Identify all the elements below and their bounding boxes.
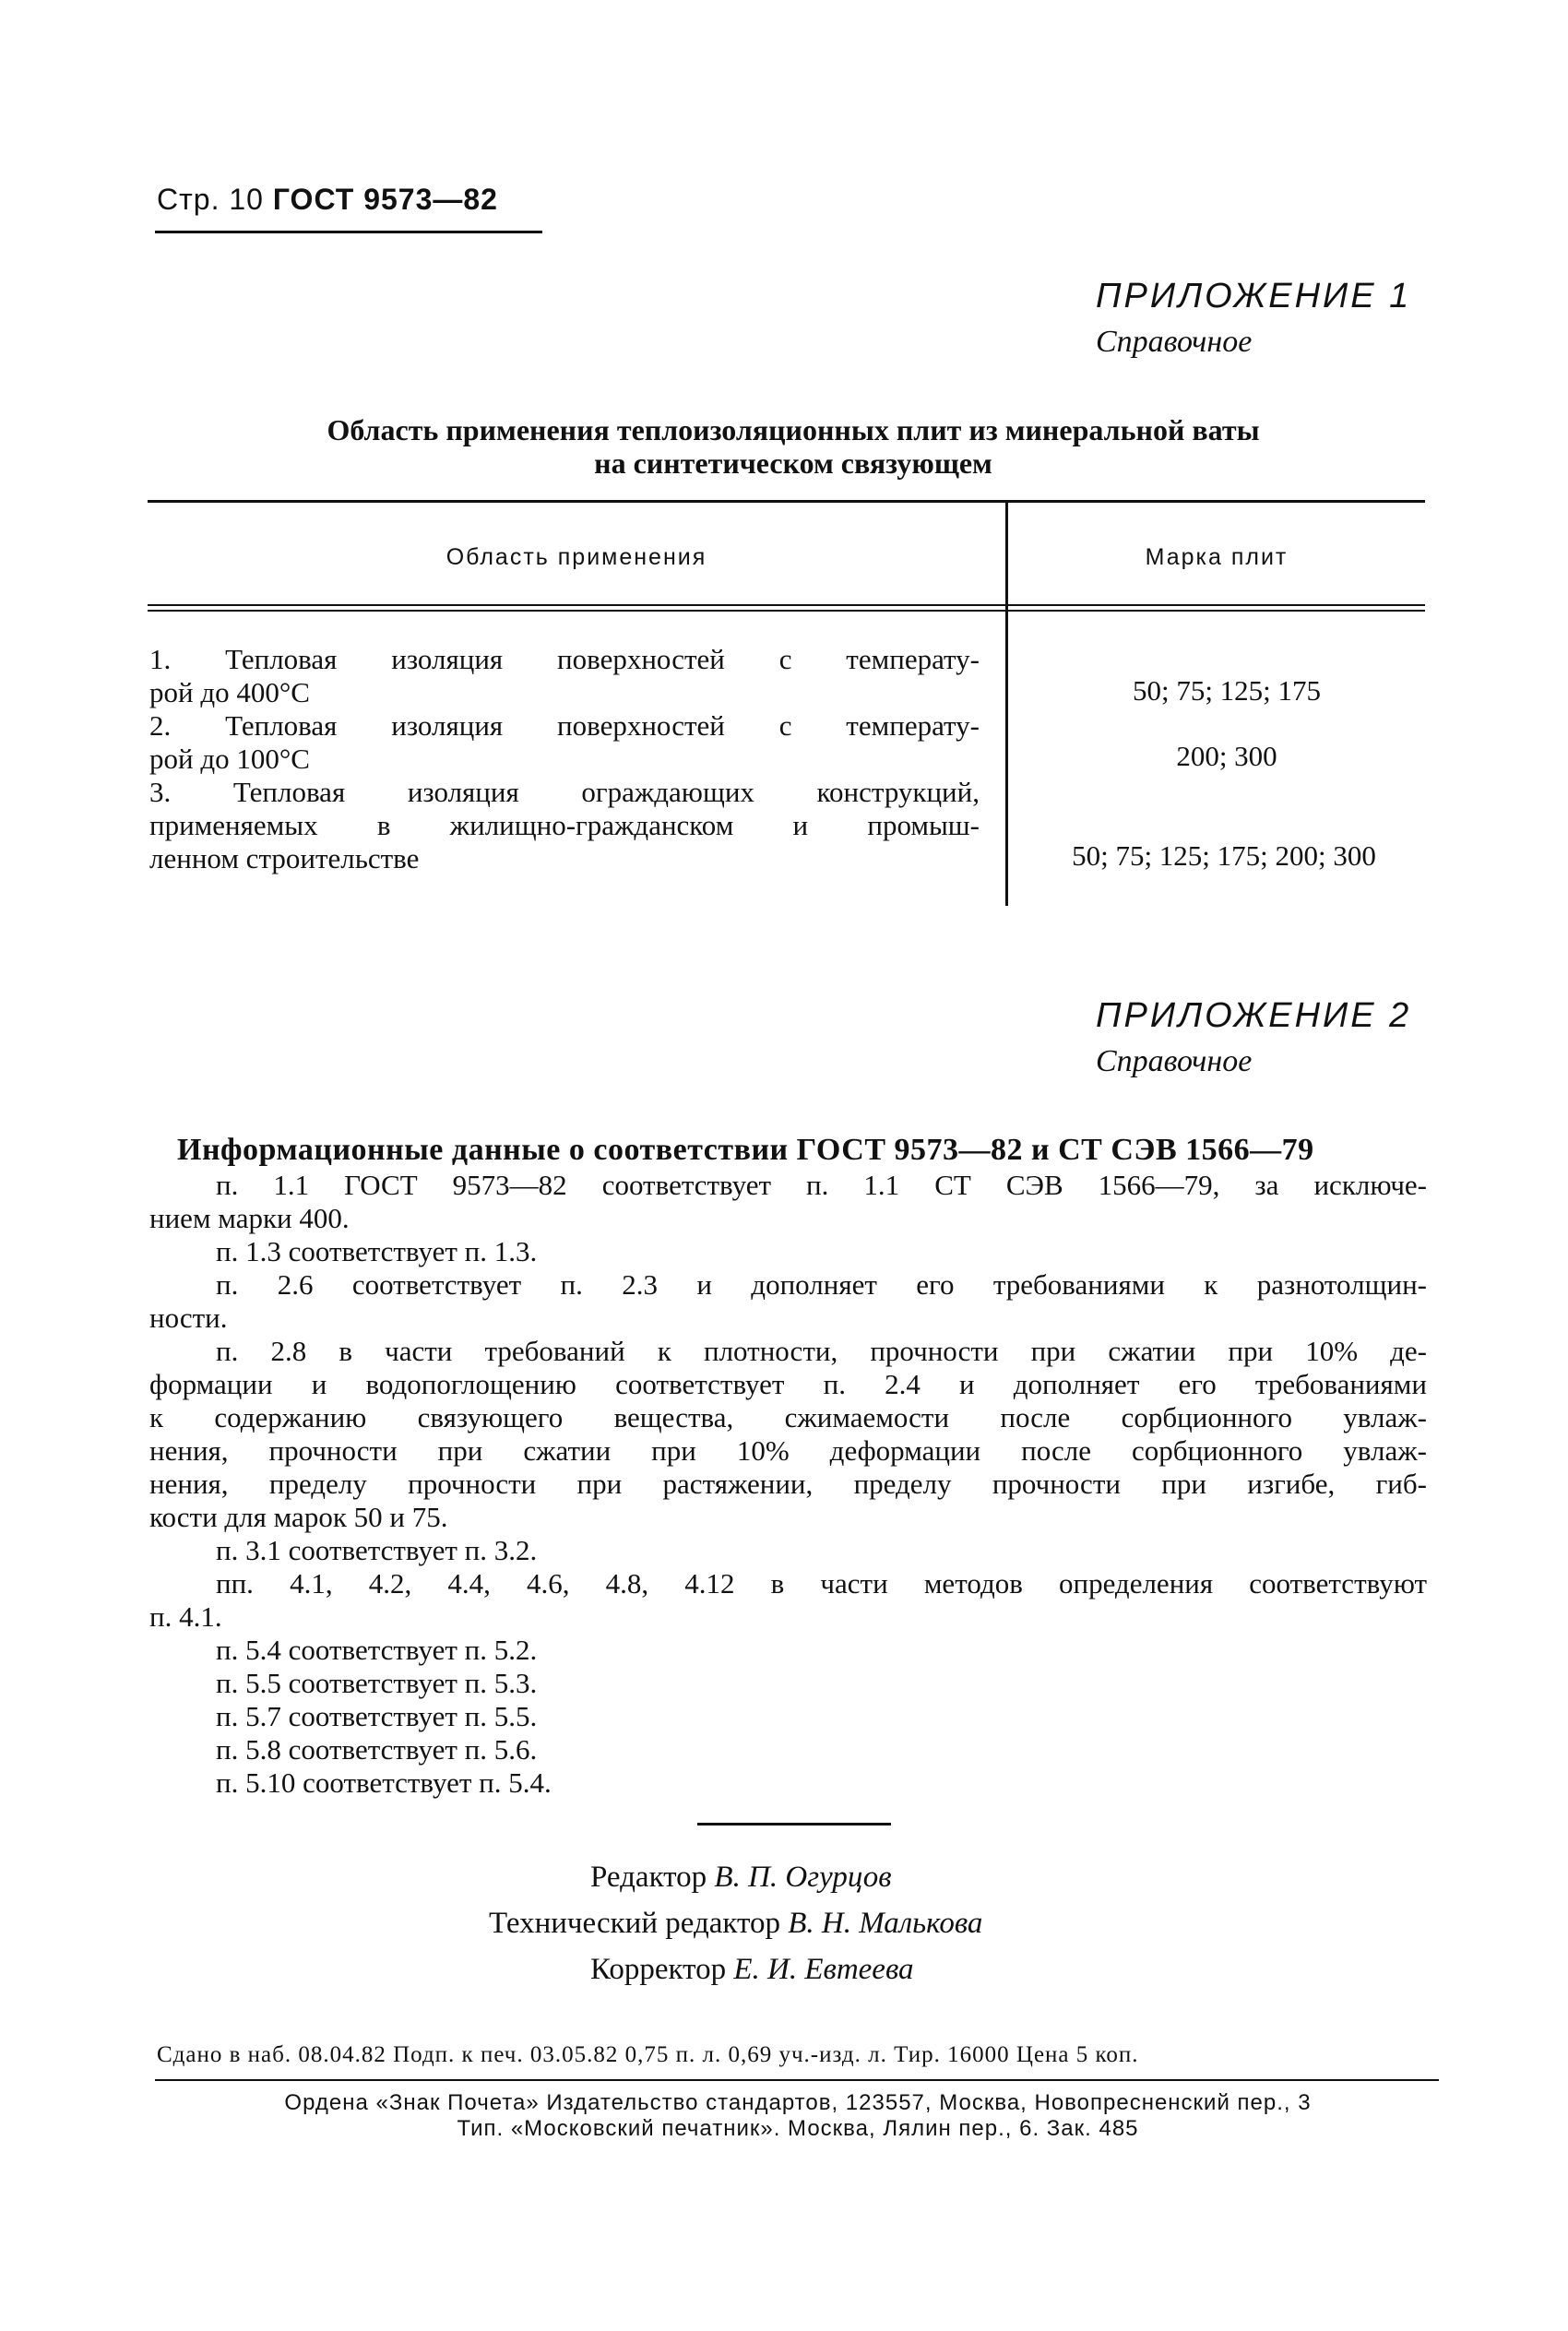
- credit-proofreader: [590, 1946, 914, 1992]
- imprint-publisher: [157, 2090, 1439, 2142]
- table-row-line: применяемых в жилищно-гражданском и промыш-: [149, 809, 980, 841]
- text-line: п. 2.6 соответствует п. 2.3 и дополняет его требованиями к разнотолщин-: [216, 1268, 1427, 1301]
- text-line: п. 5.4 соответствует п. 5.2.: [216, 1634, 538, 1666]
- appendix-2-subtitle: Справочное: [1096, 1044, 1253, 1078]
- text-line: кости для марок 50 и 75.: [149, 1501, 448, 1533]
- table-row-2-grades: 200; 300: [1176, 740, 1277, 772]
- table-row-line: 3. Тепловая изоляция ограждающих конструкций,: [149, 776, 980, 808]
- credit-tech-editor: [489, 1900, 982, 1946]
- table-row-1-application: [149, 643, 980, 709]
- table-header-rule-double: [148, 610, 1425, 612]
- table-row-2-application: [149, 709, 980, 776]
- text-line: нием марки 400.: [149, 1202, 350, 1234]
- text-line: к содержанию связующего вещества, сжимаемости после сорбционного увлаж-: [149, 1401, 1427, 1433]
- appendix-1-subtitle: Справочное: [1096, 325, 1253, 359]
- text-line: формации и водопоглощению соответствует п. 2.4 и дополняет его требованиями: [149, 1368, 1427, 1400]
- tech-editor-role: Технический редактор: [489, 1907, 780, 1940]
- page-header: [157, 183, 498, 217]
- text-line: нения, пределу прочности при растяжении, пределу прочности при изгибе, гиб-: [149, 1468, 1427, 1500]
- table-header-grade: Марка плит: [1145, 544, 1289, 570]
- editor-name: В. П. Огурцов: [714, 1861, 892, 1894]
- table-row-line: 1. Тепловая изоляция поверхностей с температу-: [149, 643, 980, 675]
- header-rule: [155, 231, 542, 233]
- table-title-line1: Область применения теплоизоляционных плит из минеральной ваты: [327, 413, 1260, 446]
- table-row-line: рой до 100°С: [149, 743, 310, 775]
- appendix-2-title: ПРИЛОЖЕНИЕ 2: [1096, 996, 1412, 1035]
- table-title-line2: на синтетическом связующем: [594, 446, 992, 480]
- table-title: [148, 413, 1439, 480]
- section-divider: [697, 1823, 891, 1826]
- table-row-line: рой до 400°С: [149, 676, 310, 708]
- table-row-1-grades: 50; 75; 125; 175: [1132, 674, 1322, 707]
- printer-line: Тип. «Московский печатник». Москва, Лялин пер., 6. Зак. 485: [457, 2116, 1139, 2141]
- text-line: п. 2.8 в части требований к плотности, прочности при сжатии при 10% де-: [216, 1335, 1427, 1367]
- text-line: нения, прочности при сжатии при 10% деформации после сорбционного увлаж-: [149, 1434, 1427, 1467]
- standard-number: ГОСТ 9573—82: [272, 183, 498, 216]
- credit-editor: [590, 1854, 892, 1900]
- conformity-text: [149, 1169, 1427, 1800]
- table-header-rule: [148, 604, 1425, 606]
- text-line: п. 4.1.: [149, 1600, 222, 1633]
- table-top-rule: [148, 500, 1425, 503]
- proofreader-role: Корректор: [590, 1953, 727, 1986]
- table-row-3-grades: 50; 75; 125; 175; 200; 300: [1072, 839, 1376, 872]
- publisher-line: Ордена «Знак Почета» Издательство стандартов, 123557, Москва, Новопресненский пер., 3: [284, 2090, 1312, 2115]
- text-line: пп. 4.1, 4.2, 4.4, 4.6, 4.8, 4.12 в части методов определения соответствуют: [216, 1567, 1427, 1600]
- text-line: ности.: [149, 1302, 228, 1334]
- text-line: п. 1.3 соответствует п. 1.3.: [216, 1235, 538, 1267]
- table-header-application: Область применения: [445, 544, 707, 570]
- text-line: п. 5.10 соответствует п. 5.4.: [216, 1766, 552, 1799]
- imprint-print-data: Сдано в наб. 08.04.82 Подп. к печ. 03.05.82 0,75 п. л. 0,69 уч.-изд. л. Тир. 16000 Цена 5 коп.: [157, 2042, 1139, 2067]
- proofreader-name: Е. И. Евтеева: [733, 1953, 914, 1986]
- tech-editor-name: В. Н. Малькова: [788, 1907, 983, 1940]
- text-line: п. 1.1 ГОСТ 9573—82 соответствует п. 1.1 СТ СЭВ 1566—79, за исключе-: [216, 1169, 1427, 1201]
- editor-role: Редактор: [590, 1861, 707, 1894]
- text-line: п. 3.1 соответствует п. 3.2.: [216, 1534, 538, 1566]
- appendix-1-title: ПРИЛОЖЕНИЕ 1: [1096, 277, 1412, 315]
- table-row-line: ленном строительстве: [149, 842, 420, 874]
- table-row-3-application: [149, 776, 980, 875]
- text-line: п. 5.5 соответствует п. 5.3.: [216, 1667, 538, 1699]
- text-line: п. 5.8 соответствует п. 5.6.: [216, 1733, 538, 1766]
- text-line: п. 5.7 соответствует п. 5.5.: [216, 1700, 538, 1732]
- imprint-rule: [155, 2079, 1439, 2081]
- table-row-line: 2. Тепловая изоляция поверхностей с температу-: [149, 709, 980, 742]
- conformity-heading: Информационные данные о соответствии ГОСТ 9573—82 и СТ СЭВ 1566—79: [177, 1133, 1314, 1167]
- page-label: Стр. 10: [157, 183, 264, 216]
